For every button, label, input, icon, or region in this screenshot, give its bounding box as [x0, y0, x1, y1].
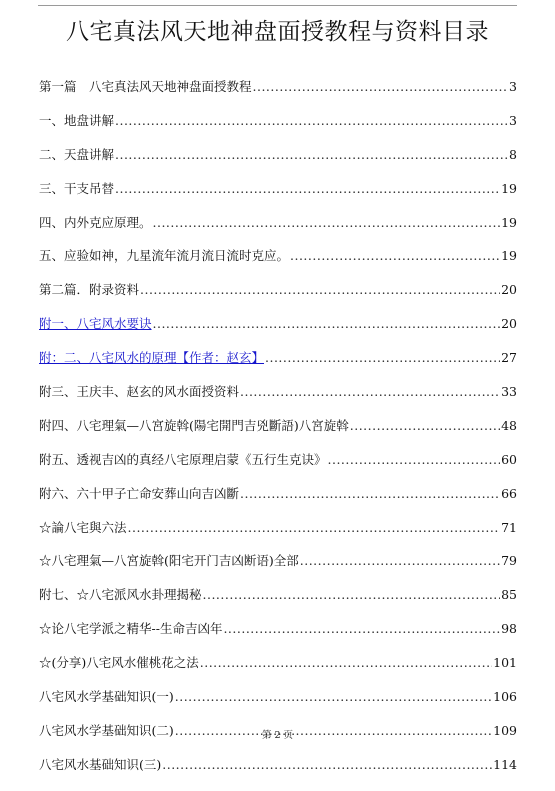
toc-entry[interactable] [39, 520, 517, 535]
toc-entry-label: 第二篇．附录资料 [39, 282, 140, 298]
toc-entry-label: 附四、八宅理氣—八宮旋斡(陽宅開門吉兇斷語)八宮旋斡 [39, 417, 349, 433]
toc-entry-label: 一、地盘讲解 [39, 112, 115, 128]
toc-entry-page: 66 [501, 485, 517, 501]
toc-entry-page: 8 [509, 146, 517, 162]
toc-entry-label: ☆八宅理氣—八宮旋斡(阳宅开门吉凶断语)全部 [39, 553, 299, 569]
toc-entry-label: 附六、六十甲子亡命安葬山向吉凶斷 [39, 485, 240, 501]
toc-entry-label: 八宅风水学基础知识(二) [39, 722, 174, 738]
toc-entry-label[interactable]: 附：二、八宅风水的原理【作者：赵玄】 [39, 350, 265, 366]
toc-entry[interactable] [39, 113, 517, 128]
toc-entry[interactable] [39, 79, 517, 94]
toc-entry[interactable] [39, 384, 517, 399]
toc-entry-label: 三、干支吊替 [39, 180, 115, 196]
toc-leader-dots [350, 418, 500, 433]
toc-entry-page: 98 [501, 621, 517, 637]
toc-entry-label: 附三、王庆丰、赵玄的风水面授资料 [39, 384, 240, 400]
toc-leader-dots [175, 689, 492, 704]
toc-leader-dots [290, 248, 500, 263]
toc-entry-page: 114 [493, 756, 517, 772]
toc-leader-dots [200, 655, 492, 670]
toc-leader-dots [115, 113, 508, 128]
toc-entry-page: 79 [501, 553, 517, 569]
toc-entry-page: 101 [493, 655, 517, 671]
toc-entry-page: 19 [501, 180, 517, 196]
toc-entry[interactable] [39, 452, 517, 467]
toc-entry[interactable] [39, 486, 517, 501]
toc-leader-dots [253, 79, 509, 94]
toc-entry-page: 20 [501, 282, 517, 298]
toc-leader-dots [240, 384, 500, 399]
toc-leader-dots [162, 757, 492, 772]
toc-leader-dots [223, 621, 500, 636]
toc-entry[interactable] [39, 655, 517, 670]
toc-entry-page: 19 [501, 214, 517, 230]
toc-entry[interactable] [39, 621, 517, 636]
toc-entry[interactable] [39, 553, 517, 568]
toc-leader-dots [128, 520, 501, 535]
toc-entry[interactable] [39, 282, 517, 297]
toc-entry-label: 四、内外克应原理。 [39, 214, 152, 230]
toc-leader-dots [203, 587, 501, 602]
toc-entry[interactable] [39, 316, 517, 331]
toc-entry-label: 附七、☆八宅派风水卦理揭秘 [39, 587, 202, 603]
toc-leader-dots [153, 316, 501, 331]
toc-entry-page: 71 [501, 519, 517, 535]
page-footer: 第 2 页 [261, 730, 294, 741]
document-title: 八宅真法风天地神盘面授教程与资料目录 [66, 19, 489, 45]
toc-entry[interactable] [39, 248, 517, 263]
toc-entry-label: 八宅风水学基础知识(一) [39, 689, 174, 705]
toc-entry-page: 106 [493, 689, 517, 705]
toc-entry[interactable] [39, 418, 517, 433]
toc-leader-dots [115, 181, 500, 196]
table-of-contents [39, 79, 517, 791]
top-rule [38, 5, 517, 6]
toc-entry-label: ☆論八宅與六法 [39, 519, 127, 535]
toc-leader-dots [240, 486, 500, 501]
toc-entry-page: 85 [501, 587, 517, 603]
toc-entry[interactable] [39, 215, 517, 230]
toc-entry-label: ☆论八宅学派之精华--生命吉凶年 [39, 621, 223, 637]
toc-entry[interactable] [39, 181, 517, 196]
toc-entry-label: 八宅风水基础知识(三) [39, 756, 162, 772]
toc-entry[interactable] [39, 757, 517, 772]
toc-entry-label: 二、天盘讲解 [39, 146, 115, 162]
toc-leader-dots [140, 282, 500, 297]
toc-entry-page: 20 [501, 316, 517, 332]
toc-entry-label: 五、应验如神，九星流年流月流日流时克应。 [39, 248, 290, 264]
toc-leader-dots [300, 553, 500, 568]
toc-entry-page: 3 [509, 112, 517, 128]
toc-entry-label: 第一篇 八宅真法风天地神盘面授教程 [39, 79, 252, 94]
toc-entry-page: 60 [501, 451, 517, 467]
toc-entry-page: 33 [501, 384, 517, 400]
toc-entry[interactable] [39, 689, 517, 704]
toc-leader-dots [265, 350, 500, 365]
toc-leader-dots [115, 147, 508, 162]
toc-entry[interactable] [39, 147, 517, 162]
toc-entry-label[interactable]: 附一、八宅风水要诀 [39, 316, 152, 332]
toc-entry[interactable] [39, 350, 517, 365]
toc-entry-label: 附五、透视吉凶的真经八宅原理启蒙《五行生克诀》 [39, 451, 327, 467]
toc-entry-page: 109 [493, 722, 517, 738]
toc-entry-page: 48 [501, 417, 517, 433]
toc-entry-page: 19 [501, 248, 517, 264]
toc-leader-dots [153, 215, 501, 230]
toc-entry-page: 27 [501, 350, 517, 366]
toc-entry-label: ☆(分享)八宅风水催桃花之法 [39, 655, 199, 671]
toc-entry-page: 3 [509, 79, 517, 94]
toc-leader-dots [328, 452, 501, 467]
toc-entry[interactable] [39, 587, 517, 602]
